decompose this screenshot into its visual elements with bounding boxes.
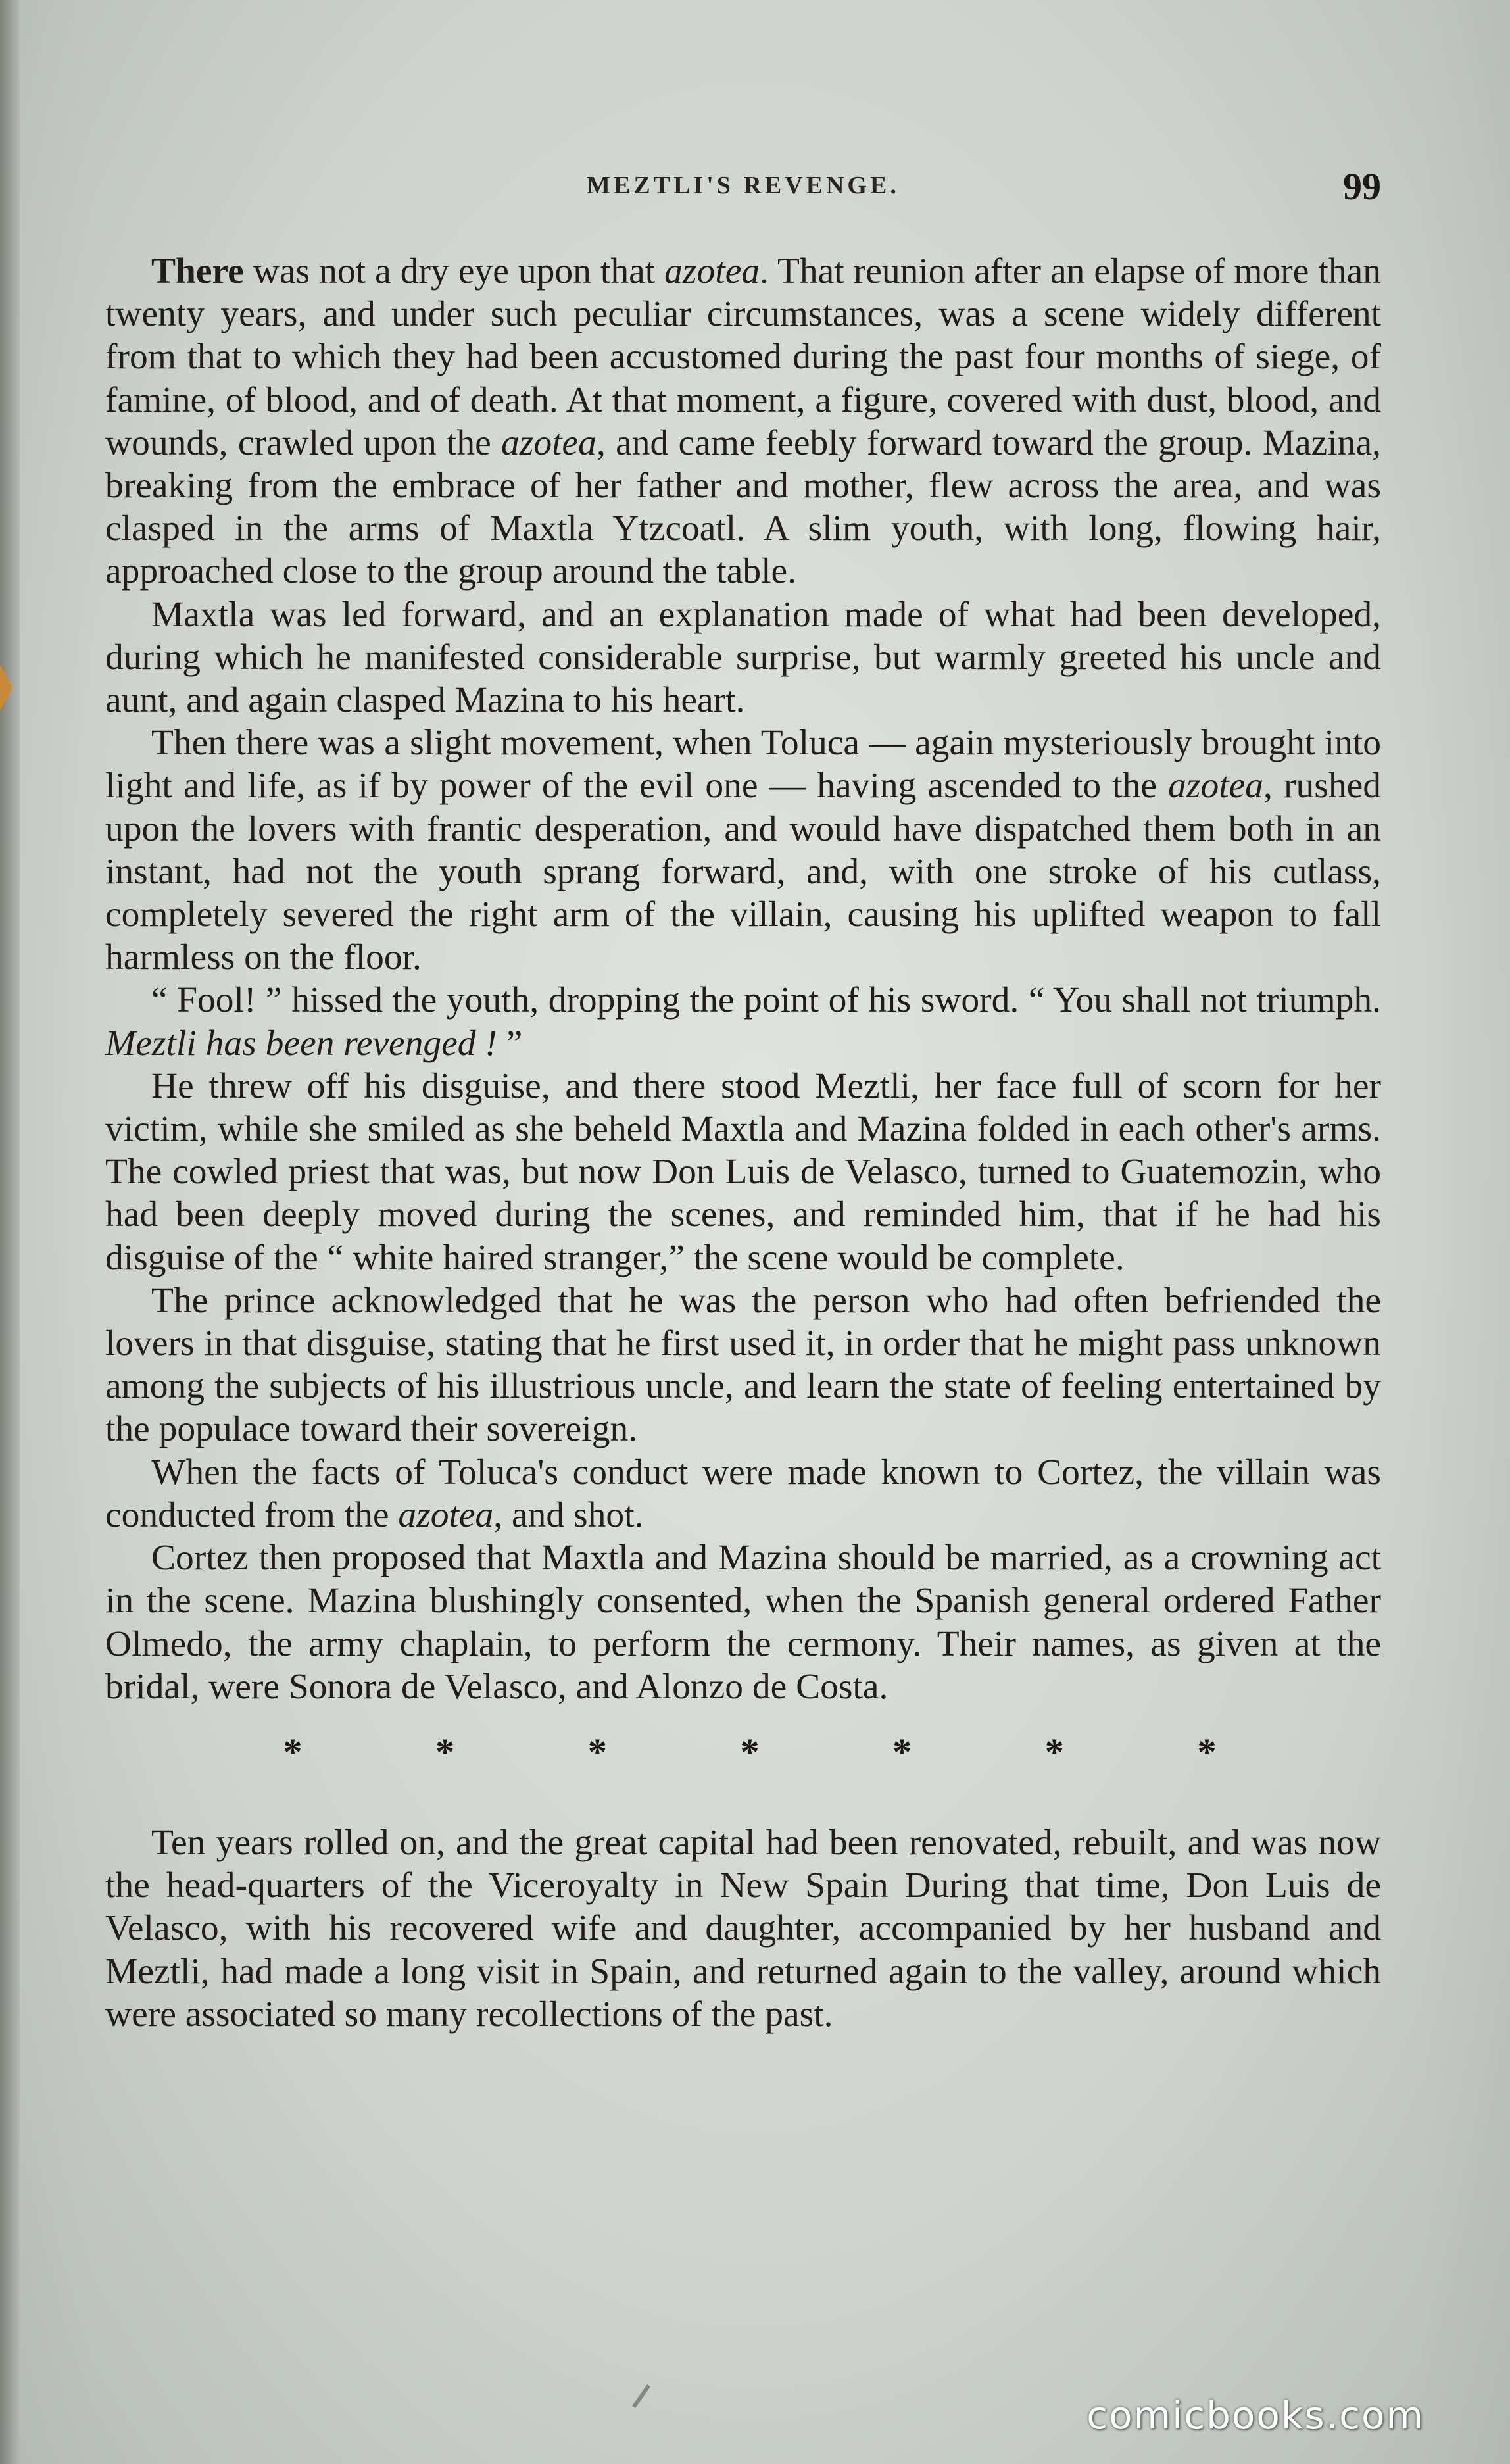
break-asterisk: * <box>892 1731 912 1774</box>
break-asterisk: * <box>1197 1731 1217 1774</box>
paragraph-text: ” <box>497 1023 523 1064</box>
paragraph-list-after-break <box>105 1821 1381 2036</box>
paragraph-list <box>105 250 1381 1708</box>
paragraph <box>105 1821 1381 2036</box>
paragraph <box>105 979 1381 1064</box>
italic-text: azotea <box>501 422 597 463</box>
paragraph-text: Ten years rolled on, and the great capital had been renovated, rebuilt, and was now the head-quarters of the Viceroyalty in New Spain During that time, Don Luis de Velasco, with his recovered wife and daughter, accompanied by her husband and Meztli, had made a long visit in Spain, and returned again to the valley, around which were associated so many recollections of the past. <box>105 1822 1381 2034</box>
paragraph-text: Maxtla was led forward, and an explanation made of what had been developed, during which he manifested considerable surprise, but warmly greeted his uncle and aunt, and again clasped Mazina to his heart. <box>105 594 1381 721</box>
running-title: MEZTLI'S REVENGE. <box>587 172 900 199</box>
paragraph-text: There <box>151 251 244 291</box>
break-asterisk: * <box>740 1731 760 1774</box>
paragraph-text: , rushed upon the lovers with frantic desperation, and would have dispatched them both in an instant, had not the youth sprang forward, and, with one stroke of his cutlass, completely severed the right arm of the villain, causing his uplifted weapon to fall harmless on the floor. <box>105 766 1381 978</box>
body-text <box>105 250 1381 2036</box>
italic-text: azotea <box>664 251 760 291</box>
paragraph <box>105 1065 1381 1279</box>
page-left-edge <box>0 0 20 2464</box>
pencil-mark <box>632 2384 650 2408</box>
paragraph-text: , and came feebly forward toward the group. Mazina, breaking from the embrace of her father and mother, flew across the area, and was clasped in the arms of Maxtla Ytzcoatl. A slim youth, with long, flowing hair, approached close to the group around the table. <box>105 422 1381 592</box>
paragraph-text: Cortez then proposed that Maxtla and Mazina should be married, as a crowning act in the scene. Mazina blushingly consented, when the Spanish general ordered Father Olmedo, the army chaplain, to perform the cermony. Their names, as given at the bridal, were Sonora de Velasco, and Alonzo de Costa. <box>105 1538 1381 1707</box>
running-header <box>105 164 1381 210</box>
paragraph-text: was not a dry eye upon that <box>243 251 665 291</box>
paragraph-text: When the facts of Toluca's conduct were made known to Cortez, the villain was conducted from the <box>105 1452 1381 1535</box>
section-break <box>283 1723 1217 1782</box>
paragraph <box>105 593 1381 722</box>
break-asterisk: * <box>587 1731 607 1774</box>
paragraph-text: “ Fool! ” hissed the youth, dropping the point of his sword. “ You shall not triumph. <box>151 980 1381 1021</box>
paragraph-text: The prince acknowledged that he was the person who had often befriended the lovers in that disguise, stating that he first used it, in order that he might pass unknown among the subjects of his illustrious uncle, and learn the state of feeling entertained by the populace toward their sovereign. <box>105 1280 1381 1450</box>
break-asterisk: * <box>1044 1731 1064 1774</box>
paragraph-text: . That reunion after an elapse of more than twenty years, and under such peculiar circumstances, was a scene widely different from that to which they had been accustomed during the past four months of siege, of famine, of blood, and of death. At that moment, a figure, covered with dust, blood, and wounds, crawled upon the <box>105 251 1381 463</box>
paragraph <box>105 1279 1381 1451</box>
paragraph <box>105 250 1381 593</box>
italic-text: azotea <box>398 1494 494 1535</box>
break-asterisk: * <box>283 1731 303 1774</box>
italic-text: Meztli has been revenged ! <box>105 1023 497 1064</box>
break-asterisk: * <box>435 1731 455 1774</box>
paragraph-text: He threw off his disguise, and there stood Meztli, her face full of scorn for her victim, while she smiled as she beheld Maxtla and Mazina folded in each other's arms. The cowled priest that was, but now Don Luis de Velasco, turned to Guatemozin, who had been deeply moved during the scenes, and reminded him, that if he had his disguise of the “ white haired stranger,” the scene would be complete. <box>105 1066 1381 1278</box>
italic-text: azotea <box>1168 766 1264 806</box>
paragraph <box>105 722 1381 979</box>
paragraph <box>105 1537 1381 1708</box>
paragraph <box>105 1451 1381 1537</box>
page-number: 99 <box>1343 165 1381 208</box>
paragraph-text: , and shot. <box>493 1494 644 1535</box>
watermark: comicbooks.com <box>1086 2393 1425 2438</box>
paragraph-text: Then there was a slight movement, when Toluca — again mysteriously brought into light and life, as if by power of the evil one — having ascended to the <box>105 723 1381 806</box>
